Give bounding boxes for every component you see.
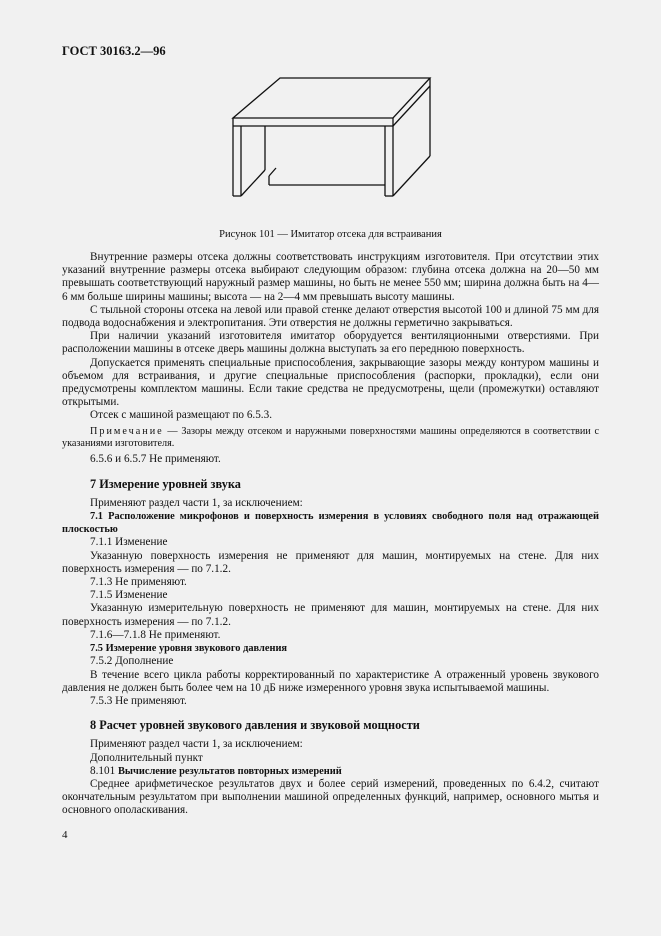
section-8-intro: Применяют раздел части 1, за исключением: — [90, 738, 303, 751]
note — [62, 426, 599, 451]
section-715-text: Указанную измерительную поверхность не применяют для машин, монтируемых на стене. Для них поверхность измерения — по 7.1.2. — [62, 602, 599, 628]
section-7-intro: Применяют раздел части 1, за исключением: — [90, 496, 303, 509]
paragraph-internal-dimensions: Внутренние размеры отсека должны соответствовать инструкциям изготовителя. При отсутствии этих указаний внутренние размеры отсека выбирают следующим образом: глубина отсека должна на 20—50 мм превышать соответствующий наружный размер машины, но быть не менее 550 мм; ширина должна быть на 4—6 мм больше ширины машины; высота — на 2—4 мм превышать высоту машины. — [62, 251, 599, 303]
paragraph-placement: Отсек с машиной размещают по 6.5.3. — [90, 409, 272, 422]
section-75-title: 7.5 Измерение уровня звукового давления — [90, 643, 288, 655]
paragraph-openings: С тыльной стороны отсека на левой или правой стенке делают отверстия высотой 100 и длиной 75 мм для подвода водоснабжения и электропитания. Эти отверстия не должны герметично закрываться. — [62, 303, 599, 330]
section-752: 7.5.2 Дополнение — [90, 655, 174, 668]
paragraph-656: 6.5.6 и 6.5.7 Не применяют. — [90, 453, 221, 466]
section-713: 7.1.3 Не применяют. — [90, 576, 187, 589]
bench-figure — [225, 72, 435, 207]
section-8-additional: Дополнительный пункт — [90, 751, 203, 764]
section-8-title: 8 Расчет уровней звукового давления и звуковой мощности — [90, 718, 420, 733]
figure-caption: Рисунок 101 — Имитатор отсека для встраивания — [219, 229, 442, 240]
section-711: 7.1.1 Изменение — [90, 536, 168, 549]
section-8101-number: 8.101 — [90, 764, 116, 777]
section-8101-title: Вычисление результатов повторных измерений — [117, 765, 342, 777]
page-number: 4 — [62, 829, 68, 841]
section-7-title: 7 Измерение уровней звука — [90, 476, 241, 491]
paragraph-special-devices: Допускается применять специальные приспособления, закрывающие зазоры между контуром машины и объемом для встраивания, и другие специальные приспособления (распорки, прокладки), если они предусмотрены комплектом машины. Если такие средства не предусмотрены, щели (промежутки) оставляют открытыми. — [62, 356, 599, 409]
section-8101-text: Среднее арифметическое результатов двух и более серий измерений, проведенных по 6.4.2, считают окончательным результатом при выполнении машиной определенных функций, например, основного мытья и основного ополаскивания. — [62, 777, 599, 817]
document-header: ГОСТ 30163.2—96 — [62, 44, 166, 58]
paragraph-ventilation: При наличии указаний изготовителя имитатор оборудуется вентиляционными отверстиями. При расположении машины в отсеке дверь машины должна выступать за его переднюю поверхность. — [62, 330, 599, 356]
section-716: 7.1.6—7.1.8 Не применяют. — [90, 628, 221, 641]
section-752-text: В течение всего цикла работы корректированный по характеристике А отраженный уровень звукового давления не должен быть более чем на 10 дБ ниже измеренного уровня звука испытываемой машины. — [62, 668, 599, 694]
section-8101-heading — [62, 765, 599, 778]
section-711-text: Указанную поверхность измерения не применяют для машин, монтируемых на стене. Для них поверхность измерения — по 7.1.2. — [62, 549, 599, 575]
section-715: 7.1.5 Изменение — [90, 589, 168, 602]
section-753: 7.5.3 Не применяют. — [90, 694, 187, 707]
document-body — [62, 251, 599, 818]
section-71-title: 7.1 Расположение микрофонов и поверхность измерения в условиях свободного поля над отражающей плоскостью — [62, 511, 599, 536]
note-text: — Зазоры между отсеком и наружными поверхностями машины определяются в соответствии с указаниями изготовителя. — [62, 425, 599, 450]
note-label: Примечание — [90, 425, 164, 437]
